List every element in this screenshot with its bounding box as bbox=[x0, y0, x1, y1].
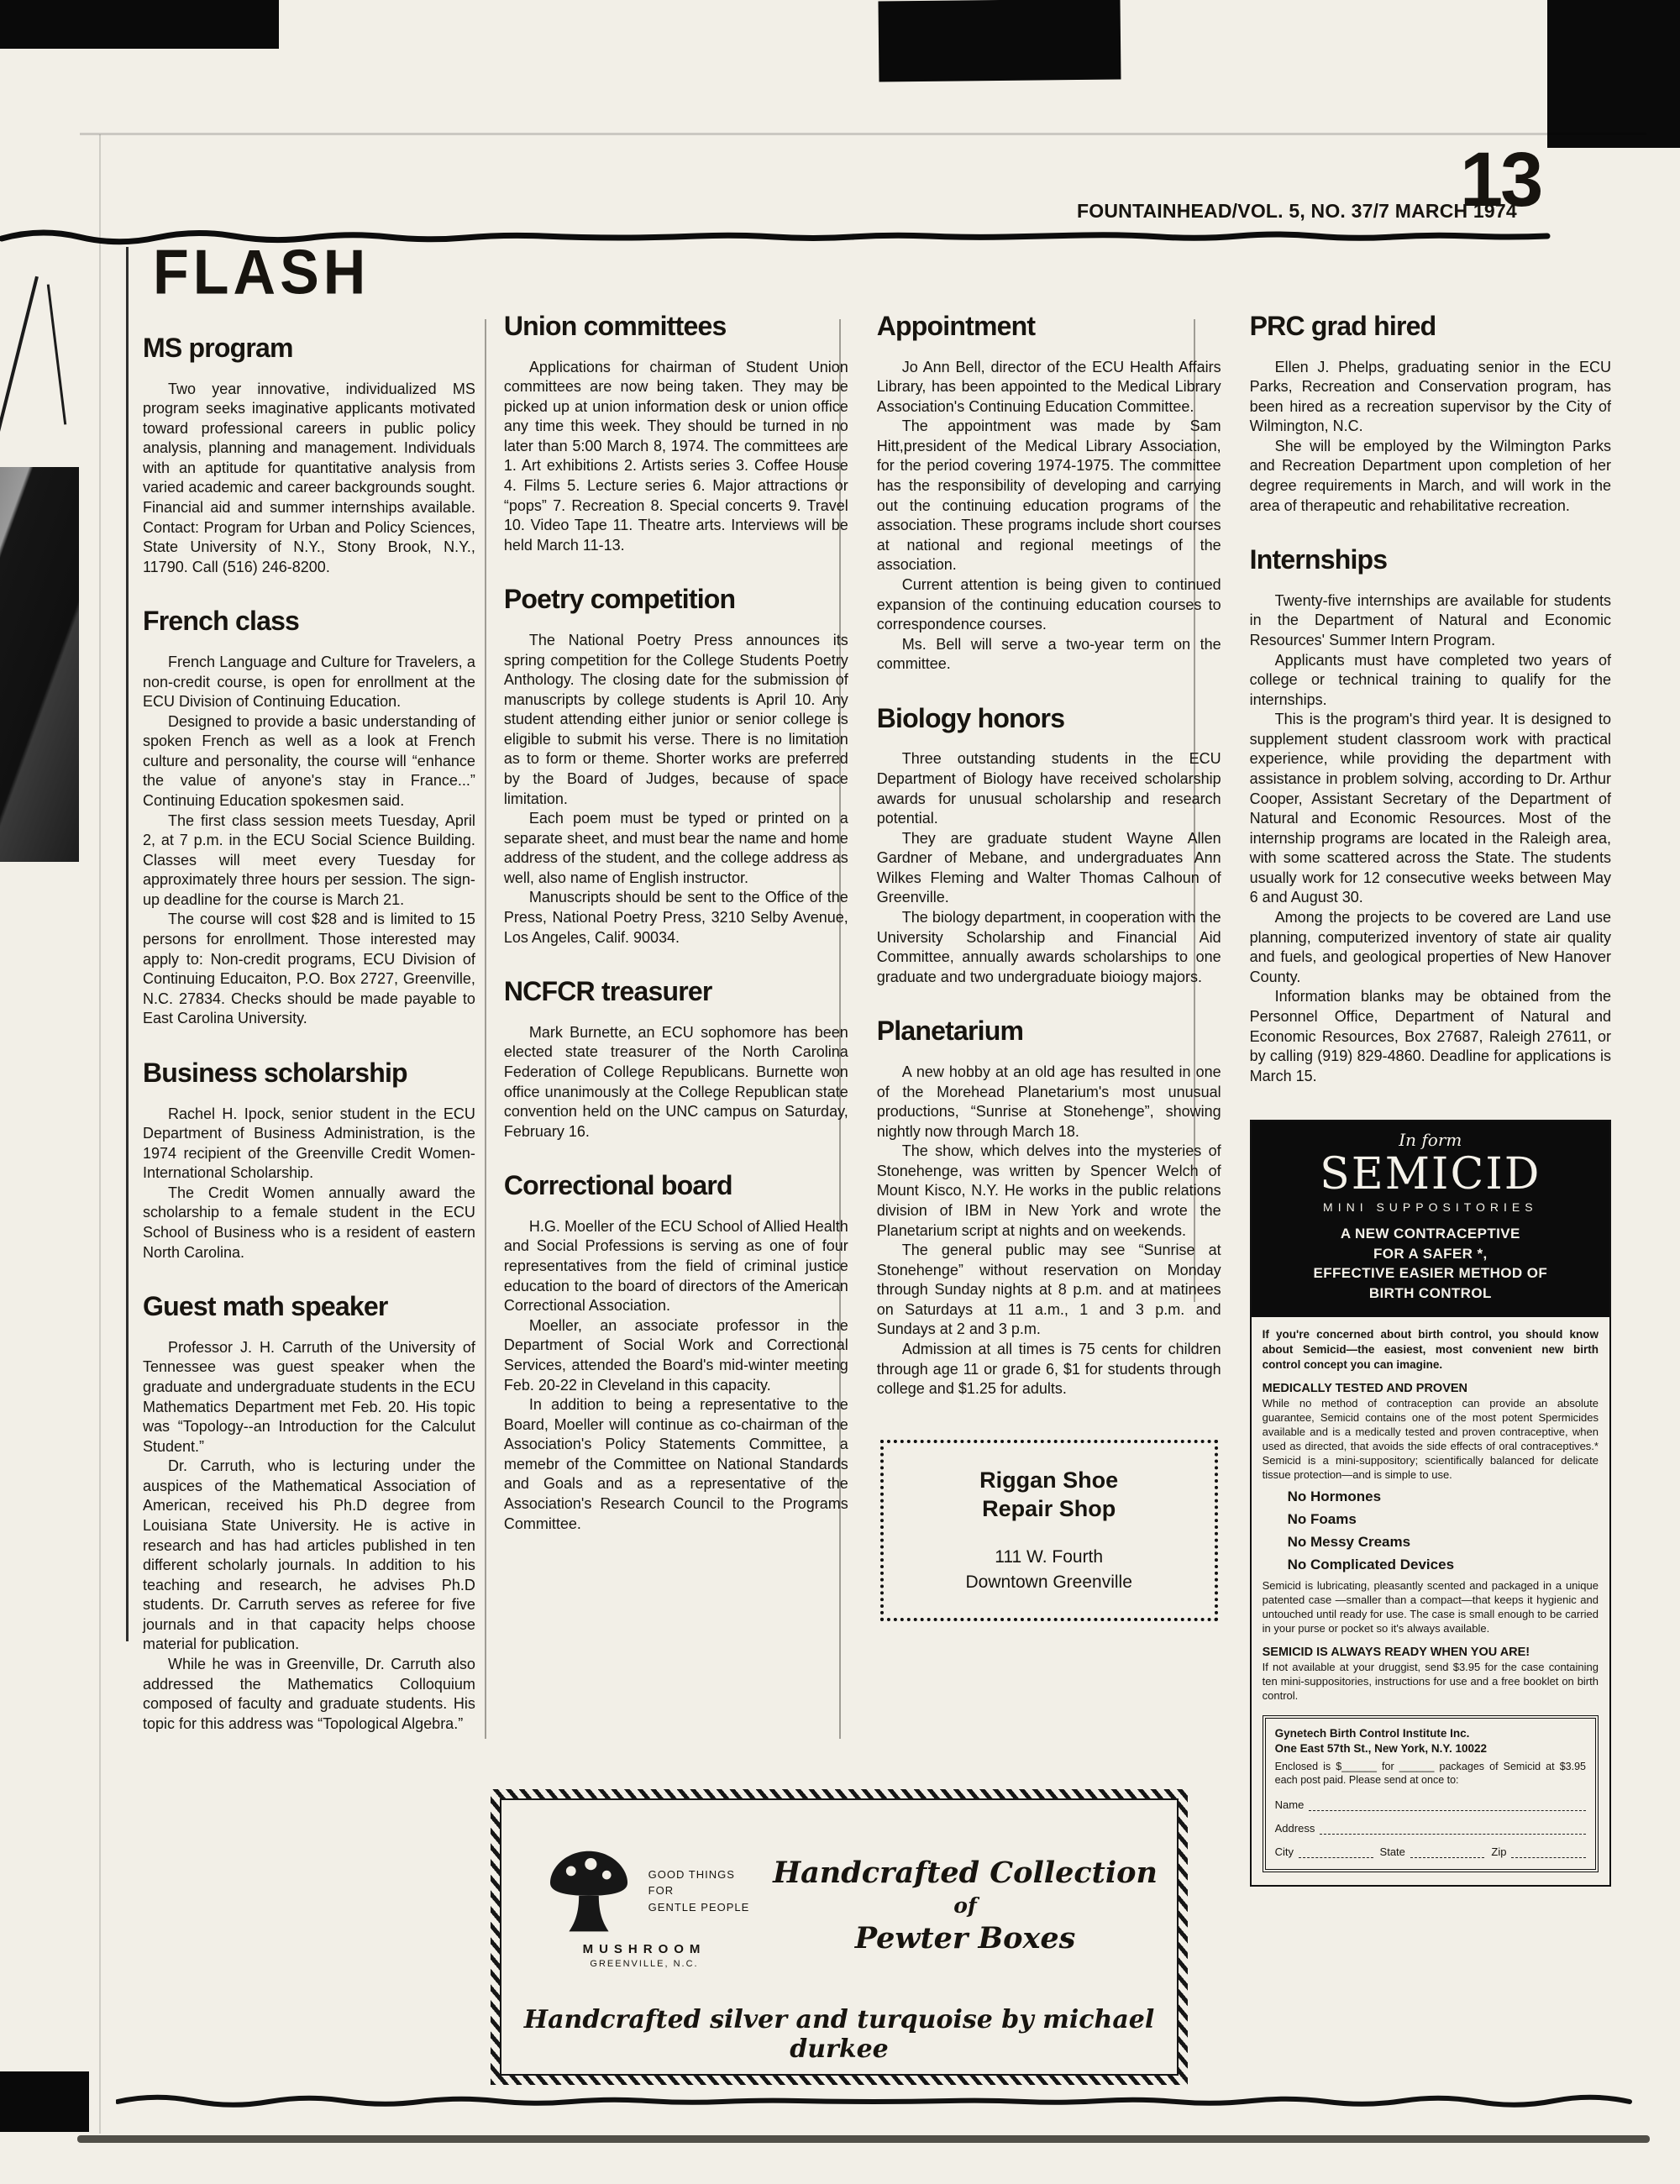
mushroom-city: GREENVILLE, N.C. bbox=[590, 1959, 699, 1969]
article-biology-honors bbox=[876, 702, 1221, 988]
field-label: Address bbox=[1274, 1821, 1315, 1835]
article-paragraph: This is the program's third year. It is designed to supplement student classroom work with practical experience, while providing the department with assistance in problem solving, according to Dr. Arthur Cooper, Assistant Secretary of the Department of Natural and Economic Resources. Most of the internship programs are located in the Raleigh area, with some scattered across the State. The students usually work for 12 consecutive weeks between May 6 and August 30. bbox=[1249, 711, 1611, 906]
article-paragraph: Jo Ann Bell, director of the ECU Health Affairs Library, has been appointed to the Medical Library Association's Continuing Education Committee. bbox=[876, 358, 1221, 415]
semicid-tagline: FOR A SAFER *, bbox=[1373, 1245, 1488, 1262]
article-paragraph: In addition to being a representative to the Board, Moeller will continue as co-chairman of the Association's Policy Statements Committee, a memebr of the Committee on National Standards and Goals and as a representative of the Association's Research Council to the Programs Committee. bbox=[503, 1396, 848, 1532]
semicid-bullet: No Messy Creams bbox=[1287, 1533, 1411, 1550]
semicid-heading: SEMICID IS ALWAYS READY WHEN YOU ARE! bbox=[1262, 1646, 1530, 1660]
article-paragraph: The first class session meets Tuesday, April 2, at 7 p.m. in the ECU Social Science Building. Classes will meet every Tuesday for approximately three hours per session. The sign-up deadline for the course is March 21. bbox=[143, 811, 475, 908]
article-guest-math-speaker bbox=[143, 1293, 475, 1734]
semicid-tagline: BIRTH CONTROL bbox=[1368, 1285, 1492, 1302]
scan-artifact bbox=[47, 284, 66, 424]
mushroom-logo-block bbox=[518, 1841, 770, 1969]
page-edge bbox=[80, 133, 1646, 135]
article-headline: Business scholarship bbox=[143, 1057, 407, 1088]
article-paragraph: Admission at all times is 75 cents for children through age 11 or grade 6, $1 for students through college and $1.25 for adults. bbox=[876, 1341, 1221, 1398]
article-headline: French class bbox=[143, 606, 300, 637]
article-paragraph: They are graduate student Wayne Allen Gardner of Mebane, and undergraduates Ann Wilkes Fleming and Walter Thomas Calhoun of Greenville. bbox=[876, 829, 1221, 906]
semicid-ad-header bbox=[1252, 1121, 1609, 1317]
field-blank-line bbox=[1511, 1846, 1586, 1858]
semicid-order-line: Enclosed is $______ for ______ packages of Semicid at $3.95 each post paid. Please send at once to: bbox=[1274, 1761, 1586, 1787]
mushroom-tagline-line: GOOD THINGS bbox=[648, 1867, 735, 1881]
article-prc-grad-hired bbox=[1250, 312, 1611, 516]
news-columns bbox=[131, 312, 1611, 1887]
article-headline: Internships bbox=[1249, 544, 1388, 575]
article-paragraph: Designed to provide a basic understanding of spoken French as well as a look at French culture and personality, the course will “enhance the value of anyone's stay in France...” Continuing Education spokesmen said. bbox=[143, 712, 475, 810]
scan-artifact bbox=[0, 276, 39, 453]
mushroom-store-name: MUSHROOM bbox=[582, 1942, 706, 1956]
field-label: State bbox=[1379, 1845, 1405, 1858]
article-paragraph: Information blanks may be obtained from the Personnel Office, Department of Natural and Economic Resources, Box 27687, Raleigh 27611, or by calling (919) 829-4860. Deadline for applications is March 15. bbox=[1249, 988, 1611, 1084]
page-number: 13 bbox=[1460, 137, 1541, 223]
field-blank-line bbox=[1320, 1823, 1586, 1835]
wavy-rule-bottom bbox=[116, 2092, 1638, 2112]
semicid-bullet: No Hormones bbox=[1287, 1488, 1382, 1504]
semicid-ad-body bbox=[1252, 1317, 1609, 1885]
semicid-bullet: No Foams bbox=[1287, 1510, 1357, 1527]
article-paragraph: Applications for chairman of Student Union committees are now being taken. They may be picked up at union information desk or union office any time this week. They should be turned in no later than 5:00 March 8, 1974. The committees are 1. Art exhibitions 2. Artists series 3. Coffee House 4. Films 5. Lecture series 6. Major attractions or “pops” 7. Recreation 8. Special concerts 9. Travel 10. Video Tape 11. Theatre arts. Interviews will be held March 11-13. bbox=[503, 358, 848, 554]
article-headline: Biology honors bbox=[876, 702, 1065, 733]
page-edge bbox=[77, 2135, 1650, 2143]
article-paragraph: French Language and Culture for Travelers, a non-credit course, is open for enrollment at the ECU Division of Continuing Education. bbox=[143, 653, 475, 711]
article-paragraph: Two year innovative, individualized MS program seeks imaginative applicants motivated toward professional careers in public policy analysis, planning and management. Individuals with an aptitude for quantitative analysis from varied academic and career backgrounds sought. Financial aid and summer internships available. Contact: Program for Urban and Policy Sciences, State University of N.Y., Stony Brook, N.Y., 11790. Call (516) 246-8200. bbox=[143, 380, 475, 575]
article-headline: Guest math speaker bbox=[143, 1291, 388, 1322]
spacer bbox=[894, 1523, 1205, 1545]
article-headline: Correctional board bbox=[503, 1170, 732, 1201]
article-headline: NCFCR treasurer bbox=[503, 976, 712, 1007]
semicid-heading: MEDICALLY TESTED AND PROVEN bbox=[1262, 1382, 1468, 1396]
mushroom-tagline-line: FOR bbox=[648, 1884, 675, 1898]
form-field-city-state-zip bbox=[1275, 1845, 1586, 1858]
adjacent-page-photo-fragment bbox=[0, 467, 79, 862]
article-headline: PRC grad hired bbox=[1249, 311, 1436, 341]
mushroom-headline-line: Pewter Boxes bbox=[854, 1920, 1076, 1956]
article-appointment bbox=[877, 312, 1221, 675]
semicid-intro: If you're concerned about birth control, you should know about Semicid—the easiest, most convenient new birth control concept you can imagine. bbox=[1262, 1328, 1599, 1371]
article-paragraph: Among the projects to be covered are Land use planning, computerized inventory of state air quality and fuels, and geological properties of New Hanover County. bbox=[1249, 909, 1611, 985]
news-column-2 bbox=[504, 312, 848, 1534]
field-blank-line bbox=[1309, 1799, 1586, 1811]
article-paragraph: The National Poetry Press announces its spring competition for the College Students Poetry Anthology. The closing date for the submission of manuscripts by college students is April 10. Any student attending either junior or senior college is eligible to submit his verse. There is no limitation as to form or theme. Shorter works are preferred by the Board of Judges, because of space limitation. bbox=[503, 631, 848, 807]
article-paragraph: Applicants must have completed two years of college or technical training to qualify for the internships. bbox=[1249, 651, 1611, 708]
article-paragraph: Ellen J. Phelps, graduating senior in the ECU Parks, Recreation and Conservation program, has been hired as a recreation supervisor by the City of Wilmington, N.C. bbox=[1249, 358, 1611, 435]
riggan-address: 111 W. Fourth bbox=[995, 1547, 1104, 1567]
riggan-name: Repair Shop bbox=[982, 1495, 1116, 1521]
page-fold-line bbox=[99, 134, 101, 2134]
news-column-1 bbox=[131, 312, 475, 1734]
riggan-name: Riggan Shoe bbox=[979, 1467, 1119, 1493]
article-paragraph: Twenty-five internships are available for students in the Department of Natural and Economic Resources' Summer Intern Program. bbox=[1249, 591, 1611, 648]
semicid-company-name: Gynetech Birth Control Institute Inc. bbox=[1274, 1727, 1470, 1740]
article-headline: Planetarium bbox=[876, 1016, 1024, 1047]
scan-artifact bbox=[1547, 0, 1680, 148]
article-headline: Union committees bbox=[503, 311, 727, 341]
mushroom-headline bbox=[770, 1856, 1160, 1956]
article-paragraph: Professor J. H. Carruth of the University of Tennessee was guest speaker when the graduate and undergraduate students in the ECU Mathematics Department met Feb. 20. His topic was “Topology--an Introduction for the Calculut Student.” bbox=[143, 1338, 475, 1455]
article-paragraph: The general public may see “Sunrise at Stonehenge” without reservation on Monday through Sunday nights at 8 p.m. and at matinees on Saturdays at 11 a.m., 1 and 3 p.m. and Sundays at 2 and 3 p.m. bbox=[876, 1242, 1221, 1338]
riggan-shoe-repair-ad bbox=[880, 1440, 1218, 1621]
issue-line: FOUNTAINHEAD/VOL. 5, NO. 37/7 MARCH 1974 bbox=[1077, 200, 1517, 222]
article-ms-program bbox=[143, 334, 475, 577]
scan-artifact bbox=[0, 2071, 89, 2132]
flash-masthead: FLASH bbox=[153, 236, 370, 307]
mushroom-ad-top bbox=[518, 1812, 1160, 1998]
semicid-company-address: One East 57th St., New York, N.Y. 10022 bbox=[1274, 1741, 1487, 1755]
mushroom-headline-line: Handcrafted Collection bbox=[773, 1855, 1158, 1890]
semicid-bullet: No Complicated Devices bbox=[1287, 1556, 1455, 1572]
article-paragraph: The course will cost $28 and is limited to 15 persons for enrollment. Those interested may apply to: Non-credit programs, ECU Division of Continuing Educaiton, P.O. Box 2727, Greenville, N.C. 27834. Checks should be made payable to East Carolina University. bbox=[143, 911, 475, 1027]
article-paragraph: Ms. Bell will serve a two-year term on the committee. bbox=[876, 635, 1221, 673]
riggan-address: Downtown Greenville bbox=[965, 1572, 1132, 1592]
field-blank-line bbox=[1299, 1846, 1373, 1858]
form-field-address bbox=[1275, 1822, 1586, 1835]
mushroom-footer-line: Handcrafted silver and turquoise by michael durkee bbox=[523, 2005, 1155, 2064]
article-union-committees bbox=[504, 312, 848, 555]
article-planetarium bbox=[877, 1017, 1221, 1399]
article-paragraph: The show, which delves into the mysteries of Stonehenge, was written by Spencer Welch of Mount Kisco, N.Y. He works in the public relations division of IBM in New York and wrote the Planetarium script at nights and on weekends. bbox=[876, 1142, 1221, 1239]
news-column-4 bbox=[1250, 312, 1611, 1887]
article-paragraph: Moeller, an associate professor in the Department of Social Work and Correctional Services, attended the Board's mid-winter meeting Feb. 20-22 in Cleveland in this capacity. bbox=[503, 1316, 848, 1394]
semicid-tagline: A NEW CONTRACEPTIVE bbox=[1340, 1225, 1520, 1242]
article-paragraph: While he was in Greenville, Dr. Carruth also addressed the Mathematics Colloquium composed of faculty and graduate students. His topic for this address was “Topological Algebra.” bbox=[143, 1656, 475, 1732]
semicid-tagline: EFFECTIVE EASIER METHOD OF bbox=[1313, 1265, 1548, 1282]
article-paragraph: The appointment was made by Sam Hitt,president of the Medical Library Association, for the period covering 1974-1975. The committee has the responsibility of developing and carrying out the continuing education programs of the association. These programs include short courses at national and regional meetings of the association. bbox=[876, 417, 1221, 574]
article-paragraph: Manuscripts should be sent to the Office of the Press, National Poetry Press, 3210 Selby Avenue, Los Angeles, Calif. 90034. bbox=[503, 889, 848, 946]
mushroom-ad-inner bbox=[500, 1798, 1179, 2076]
article-paragraph: The biology department, in cooperation with the University Scholarship and Financial Aid Committee, annually awards scholarships to one graduate and two undergraduate bioiogy majors. bbox=[876, 909, 1221, 985]
field-label: Zip bbox=[1491, 1845, 1507, 1858]
field-label: City bbox=[1274, 1845, 1294, 1858]
mushroom-icon bbox=[539, 1841, 638, 1940]
mushroom-tagline bbox=[648, 1866, 750, 1916]
article-paragraph: She will be employed by the Wilmington Parks and Recreation Department upon completion of her degree requirements in March, and will work in the area of therapeutic and rehabilitative recreation. bbox=[1249, 437, 1611, 514]
article-business-scholarship bbox=[143, 1059, 475, 1263]
article-internships bbox=[1250, 546, 1611, 1086]
article-ncfcr-treasurer bbox=[504, 978, 848, 1142]
semicid-copy: Semicid is lubricating, pleasantly scented and packaged in a unique patented case —smaller than a compact—that keeps it hygienic and untouched until ready for use. The case is small enough to be carried in your purse or pocket so it's always available. bbox=[1262, 1578, 1599, 1635]
article-headline: Poetry competition bbox=[503, 584, 736, 615]
column-rule bbox=[126, 247, 129, 1641]
semicid-copy: While no method of contraception can provide an absolute guarantee, Semicid contains one of the most potent Spermicides available and is a medically tested and proven contraceptive, when used as directed, that avoids the side effects of oral contraceptives.* Semicid is a mini-suppository; scientifically balanced for delicate tissue protection—and is simple to use. bbox=[1262, 1397, 1599, 1481]
mushroom-headline-line: of bbox=[953, 1893, 977, 1918]
article-paragraph: Dr. Carruth, who is lecturing under the auspices of the Mathematical Association of American, received his Ph.D degree from Louisiana State University. He is active in research and has had articles published in ten different scholarly journals. In addition to his teaching and research, he advises Ph.D students. Dr. Carruth serves as referee for five journals and in that capacity helps choose material for publication. bbox=[143, 1457, 475, 1653]
article-paragraph: Rachel H. Ipock, senior student in the ECU Department of Business Administration, is the 1974 recipient of the Greenville Credit Women-International Scholarship. bbox=[143, 1105, 475, 1182]
semicid-brand: SEMICID bbox=[1320, 1149, 1541, 1200]
field-blank-line bbox=[1410, 1846, 1485, 1858]
semicid-script-line: In form bbox=[1399, 1130, 1462, 1151]
mushroom-tagline-line: GENTLE PEOPLE bbox=[648, 1900, 750, 1914]
article-headline: MS program bbox=[143, 333, 293, 363]
scan-artifact bbox=[0, 0, 279, 49]
article-paragraph: A new hobby at an old age has resulted in one of the Morehead Planetarium's most unusual productions, “Sunrise at Stonehenge”, showing nightly now through March 18. bbox=[876, 1063, 1221, 1140]
mushroom-logo-row bbox=[539, 1841, 750, 1940]
scan-artifact bbox=[879, 0, 1121, 82]
article-headline: Appointment bbox=[876, 311, 1036, 341]
article-paragraph: The Credit Women annually award the scholarship to a female student in the ECU School of Business who is a resident of eastern North Carolina. bbox=[143, 1184, 475, 1261]
news-column-3 bbox=[877, 312, 1221, 1621]
article-poetry-competition bbox=[504, 585, 848, 948]
article-correctional-board bbox=[504, 1172, 848, 1534]
semicid-subbrand: MINI SUPPOSITORIES bbox=[1323, 1200, 1538, 1214]
semicid-copy: If not available at your druggist, send $3.95 for the case containing ten mini-suppositories, instructions for use and a free booklet on birth control. bbox=[1262, 1661, 1599, 1703]
article-paragraph: Mark Burnette, an ECU sophomore has been elected state treasurer of the North Carolina Federation of College Republicans. Burnette won office unanimously at the College Republican state convention held on the UNC campus on Saturday, February 16. bbox=[503, 1023, 848, 1140]
semicid-order-form bbox=[1263, 1715, 1599, 1872]
article-paragraph: Three outstanding students in the ECU Department of Biology have received scholarship awards for unusual scholarship and research potential. bbox=[876, 750, 1221, 827]
article-paragraph: H.G. Moeller of the ECU School of Allied Health and Social Professions is serving as one of four representatives from the field of criminal justice education to the board of directors of the American Correctional Association. bbox=[503, 1217, 848, 1315]
semicid-ad bbox=[1250, 1120, 1611, 1886]
form-field-name bbox=[1275, 1798, 1586, 1811]
field-label: Name bbox=[1274, 1798, 1305, 1811]
article-french-class bbox=[143, 607, 475, 1029]
article-paragraph: Each poem must be typed or printed on a separate sheet, and must bear the name and home address of the student, and the college address as well, also name of English instructor. bbox=[503, 810, 848, 886]
mushroom-store-ad bbox=[491, 1789, 1188, 2085]
article-paragraph: Current attention is being given to continued expansion of the continuing education courses to correspondence courses. bbox=[876, 575, 1221, 633]
